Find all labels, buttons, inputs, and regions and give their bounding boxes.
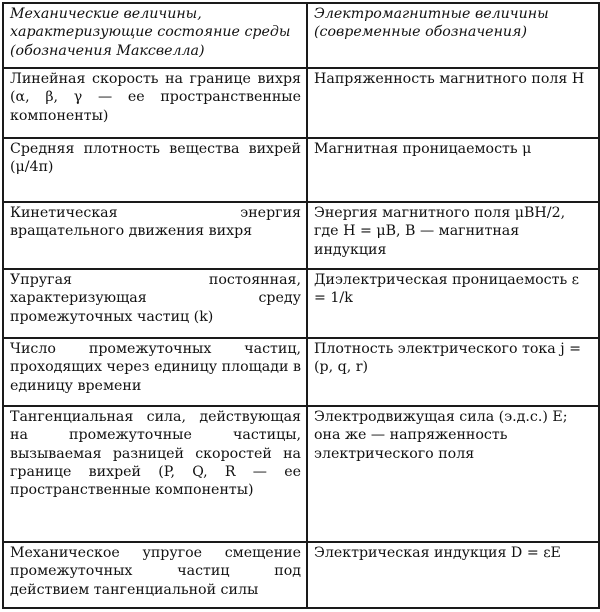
cell-mechanical: Упругая постоянная, характеризующая среду промежуточных частиц (k) — [3, 269, 307, 338]
table-row — [3, 269, 599, 338]
table-row — [3, 202, 599, 269]
cell-electromagnetic: Плотность электрического тока j = (p, q, r) — [307, 338, 599, 406]
table-row — [3, 138, 599, 202]
maxwell-analogy-table — [2, 2, 600, 609]
cell-mechanical: Число промежуточных частиц, проходящих через единицу площади в единицу времени — [3, 338, 307, 406]
cell-mechanical: Механическое упругое смещение промежуточных частиц под действием тангенциальной силы — [3, 542, 307, 608]
cell-mechanical: Средняя плотность вещества вихрей (μ/4π) — [3, 138, 307, 202]
cell-mechanical: Тангенциальная сила, действующая на промежуточные частицы, вызываемая разницей скоростей на границе вихрей (P, Q, R — ее пространственные компоненты) — [3, 406, 307, 542]
table-row — [3, 338, 599, 406]
cell-mechanical: Кинетическая энергия вращательного движения вихря — [3, 202, 307, 269]
cell-electromagnetic: Энергия магнитного поля μBH/2, где H = μB, B — магнитная индукция — [307, 202, 599, 269]
cell-electromagnetic: Диэлектрическая проницаемость ε = 1/k — [307, 269, 599, 338]
cell-electromagnetic: Магнитная проницаемость μ — [307, 138, 599, 202]
header-electromagnetic-quantities: Электромагнитные величины (современные обозначения) — [307, 3, 599, 68]
cell-mechanical: Линейная скорость на границе вихря (α, β, γ — ее пространственные компоненты) — [3, 68, 307, 138]
cell-electromagnetic: Электродвижущая сила (э.д.с.) E; она же — напряженность электрического поля — [307, 406, 599, 542]
table-row — [3, 542, 599, 608]
table-row — [3, 68, 599, 138]
header-mechanical-quantities: Механические величины, характеризующие состояние среды (обозначения Максвелла) — [3, 3, 307, 68]
cell-electromagnetic: Напряженность магнитного поля H — [307, 68, 599, 138]
table-header-row — [3, 3, 599, 68]
table-row — [3, 406, 599, 542]
cell-electromagnetic: Электрическая индукция D = εE — [307, 542, 599, 608]
